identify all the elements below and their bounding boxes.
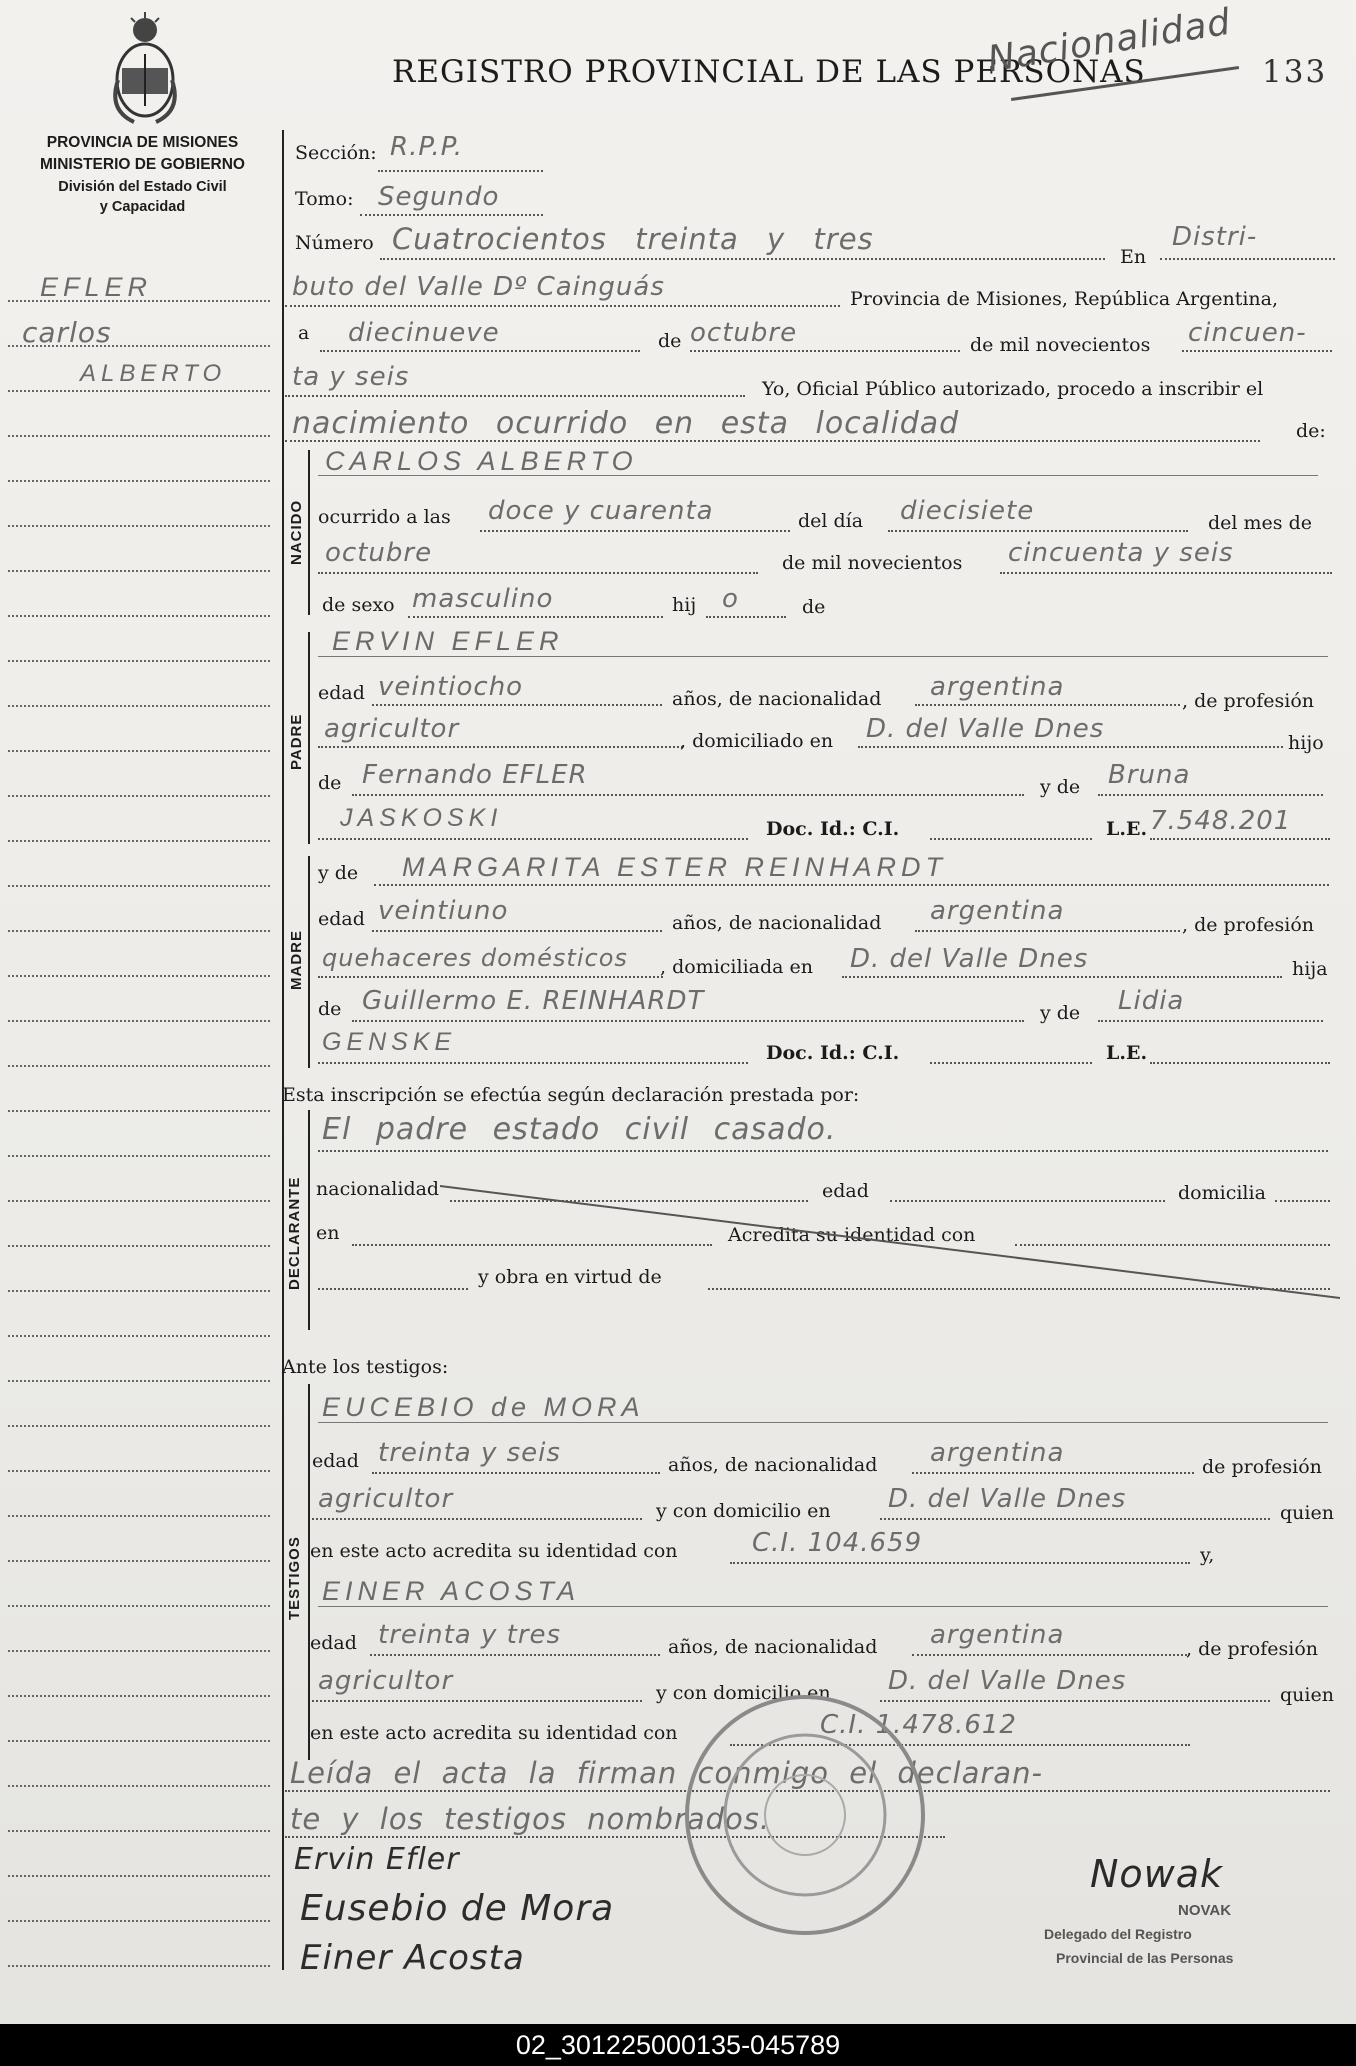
- padre-domicile-label: , domiciliado en: [680, 730, 834, 752]
- padre-doc-label: Doc. Id.: C.I.: [766, 818, 900, 840]
- madre-mother-value: Lidia: [1118, 986, 1185, 1016]
- madre-name: MARGARITA ESTER REINHARDT: [402, 852, 948, 882]
- nacido-sex-value: masculino: [412, 584, 554, 614]
- margin-border: [282, 130, 284, 1970]
- padre-mother-surname: JASKOSKI: [340, 804, 503, 832]
- witness1-id-label: en este acto acredita su identidad con: [310, 1540, 678, 1562]
- padre-profession-value: agricultor: [324, 714, 460, 744]
- witness2-age-value: treinta y tres: [378, 1620, 562, 1650]
- madre-border: [308, 856, 310, 1068]
- scan-code: 02_301225000135-045789: [515, 2030, 841, 2060]
- tomo-value: Segundo: [378, 182, 500, 212]
- corner-annotation: Nacionalidad: [985, 1, 1234, 81]
- padre-nationality-value: argentina: [930, 672, 1065, 702]
- date-day-value: diecinueve: [348, 318, 500, 348]
- nacido-month-label: del mes de: [1208, 512, 1312, 534]
- scan-footer: [0, 2024, 1356, 2066]
- padre-le-label: L.E.: [1106, 818, 1148, 840]
- padre-age-label: edad: [318, 682, 365, 704]
- madre-profession-value: quehaceres domésticos: [322, 944, 628, 972]
- margin-given-name-2: ALBERTO: [80, 360, 227, 387]
- padre-section-label: PADRE: [288, 713, 305, 770]
- witness2-id-value: C.I. 1.478.612: [820, 1710, 1017, 1740]
- witness2-profession-label: , de profesión: [1186, 1638, 1318, 1660]
- padre-de-label: de: [318, 772, 342, 794]
- nacido-border: [308, 450, 310, 615]
- padre-nationality-label: años, de nacionalidad: [672, 688, 882, 710]
- witness2-name: EINER ACOSTA: [322, 1576, 581, 1606]
- date-year-value-2: ta y seis: [292, 362, 410, 392]
- witness2-nationality-value: argentina: [930, 1620, 1065, 1650]
- padre-hijo-label: hijo: [1288, 732, 1324, 754]
- division-line-2: y Capacidad: [99, 199, 186, 215]
- witness1-domicile-value: D. del Valle Dnes: [888, 1484, 1127, 1514]
- en-label: En: [1120, 246, 1147, 268]
- nacido-day-label: del día: [798, 510, 864, 532]
- declarante-en-label: en: [316, 1222, 340, 1244]
- padre-domicile-value: D. del Valle Dnes: [866, 714, 1105, 744]
- page-number: 133: [1262, 54, 1328, 90]
- date-year-value-1: cincuen-: [1188, 318, 1307, 348]
- margin-surname: EFLER: [40, 272, 153, 302]
- witness2-id-label: en este acto acredita su identidad con: [310, 1722, 678, 1744]
- witness1-name: EUCEBIO de MORA: [322, 1392, 645, 1422]
- witness2-domicile-label: y con domicilio en: [656, 1682, 831, 1704]
- witness1-id-value: C.I. 104.659: [752, 1528, 923, 1558]
- declarante-nationality-label: nacionalidad: [316, 1178, 440, 1200]
- witness2-nationality-label: años, de nacionalidad: [668, 1636, 878, 1658]
- signature-witness-1: Eusebio de Mora: [300, 1888, 615, 1929]
- witness2-age-label: edad: [310, 1632, 357, 1654]
- event-de-label: de:: [1296, 420, 1326, 442]
- declarante-acredita-label: Acredita su identidad con: [728, 1224, 976, 1246]
- witness1-quien-label: quien: [1280, 1502, 1334, 1524]
- signature-witness-2: Einer Acosta: [300, 1938, 525, 1978]
- tomo-label: Tomo:: [295, 188, 354, 210]
- madre-yde2-label: y de: [1040, 1002, 1081, 1024]
- madre-section-label: MADRE: [288, 930, 305, 990]
- testigos-section-label: TESTIGOS: [286, 1536, 303, 1620]
- madre-de-label: de: [318, 998, 342, 1020]
- nacido-month-value: octubre: [325, 538, 433, 568]
- madre-age-label: edad: [318, 908, 365, 930]
- official-stamp-icon: [680, 1690, 930, 1940]
- padre-mother-value: Bruna: [1108, 760, 1191, 790]
- madre-yde-label: y de: [318, 862, 359, 884]
- witness2-domicile-value: D. del Valle Dnes: [888, 1666, 1127, 1696]
- witness1-nationality-label: años, de nacionalidad: [668, 1454, 878, 1476]
- nacido-sex-label: de sexo: [322, 594, 395, 616]
- province-text: Provincia de Misiones, República Argentina,: [850, 288, 1279, 310]
- nacido-hour-label: ocurrido a las: [318, 506, 451, 528]
- officer-text: Yo, Oficial Público autorizado, procedo a inscribir el: [762, 378, 1264, 400]
- padre-yde-label: y de: [1040, 776, 1081, 798]
- madre-hija-label: hija: [1292, 958, 1328, 980]
- nacido-year-value: cincuenta y seis: [1008, 538, 1234, 568]
- en-value: Distri-: [1172, 222, 1258, 252]
- padre-age-value: veintiocho: [378, 672, 524, 702]
- signature-official: Nowak: [1090, 1852, 1224, 1896]
- padre-profession-label: , de profesión: [1182, 690, 1314, 712]
- province-heading: PROVINCIA DE MISIONES: [46, 134, 239, 151]
- witness1-profession-value: agricultor: [318, 1484, 454, 1514]
- witness1-y-label: y,: [1200, 1544, 1215, 1566]
- page-title: REGISTRO PROVINCIAL DE LAS PERSONAS: [392, 54, 1146, 90]
- madre-mother-surname: GENSKE: [322, 1028, 457, 1056]
- testigos-border: [308, 1384, 310, 1760]
- madre-profession-label: , de profesión: [1182, 914, 1314, 936]
- declarante-obra-label: y obra en virtud de: [478, 1266, 662, 1288]
- nacido-day-value: diecisiete: [900, 496, 1035, 526]
- official-name: NOVAK: [1178, 1902, 1232, 1919]
- nacido-hij-value: o: [722, 584, 739, 614]
- coat-of-arms-icon: [104, 10, 186, 128]
- declarante-border: [308, 1110, 310, 1330]
- padre-father-value: Fernando EFLER: [362, 760, 588, 790]
- seccion-label: Sección:: [295, 142, 377, 164]
- nacido-year-label: de mil novecientos: [782, 552, 963, 574]
- madre-le-label: L.E.: [1106, 1042, 1148, 1064]
- declarante-strike-line: [440, 1180, 1340, 1300]
- witness1-domicile-label: y con domicilio en: [656, 1500, 831, 1522]
- numero-label: Número: [295, 232, 374, 254]
- official-title-1: Delegado del Registro: [1044, 1926, 1192, 1942]
- padre-le-value: 7.548.201: [1150, 806, 1292, 836]
- madre-father-value: Guillermo E. REINHARDT: [362, 986, 705, 1016]
- nacido-name: CARLOS ALBERTO: [325, 446, 638, 476]
- issuer-block: [10, 132, 275, 218]
- division-line-1: División del Estado Civil: [58, 179, 227, 195]
- declarante-value: El padre estado civil casado.: [322, 1112, 837, 1147]
- witness1-profession-label: de profesión: [1202, 1456, 1322, 1478]
- ministry-heading: MINISTERIO DE GOBIERNO: [40, 156, 245, 173]
- madre-nationality-value: argentina: [930, 896, 1065, 926]
- madre-nationality-label: años, de nacionalidad: [672, 912, 882, 934]
- numero-value: Cuatrocientos treinta y tres: [392, 222, 874, 256]
- nacido-de-label: de: [802, 596, 826, 618]
- witness2-quien-label: quien: [1280, 1684, 1334, 1706]
- testigos-intro: Ante los testigos:: [282, 1356, 449, 1378]
- date-month-value: octubre: [690, 318, 798, 348]
- place-value: buto del Valle Dº Cainguás: [292, 272, 665, 302]
- madre-domicile-value: D. del Valle Dnes: [850, 944, 1089, 974]
- closing-line-2: te y los testigos nombrados.: [290, 1802, 771, 1836]
- date-a-label: a: [298, 322, 310, 344]
- declarante-domicile-label: domicilia: [1178, 1182, 1266, 1204]
- event-value: nacimiento ocurrido en esta localidad: [292, 406, 960, 441]
- nacido-hij-label: hij: [672, 594, 697, 616]
- declarante-age-label: edad: [822, 1180, 869, 1202]
- madre-doc-label: Doc. Id.: C.I.: [766, 1042, 900, 1064]
- declarante-section-label: DECLARANTE: [286, 1176, 303, 1290]
- declarante-intro: Esta inscripción se efectúa según declaración prestada por:: [282, 1084, 860, 1106]
- padre-name: ERVIN EFLER: [332, 626, 564, 656]
- signature-father: Ervin Efler: [294, 1842, 460, 1877]
- margin-given-name-1: carlos: [22, 316, 112, 349]
- nacido-hour-value: doce y cuarenta: [488, 496, 714, 526]
- nacido-section-label: NACIDO: [288, 499, 305, 565]
- official-title-2: Provincial de las Personas: [1056, 1950, 1234, 1966]
- madre-age-value: veintiuno: [378, 896, 509, 926]
- witness1-age-label: edad: [312, 1450, 359, 1472]
- witness1-nationality-value: argentina: [930, 1438, 1065, 1468]
- closing-line-1: Leída el acta la firman conmigo el declaran-: [290, 1756, 1043, 1790]
- date-de-label: de: [658, 330, 682, 352]
- witness1-age-value: treinta y seis: [378, 1438, 561, 1468]
- padre-border: [308, 632, 310, 844]
- date-year-label: de mil novecientos: [970, 334, 1151, 356]
- seccion-value: R.P.P.: [390, 132, 464, 162]
- witness2-profession-value: agricultor: [318, 1666, 454, 1696]
- madre-domicile-label: , domiciliada en: [660, 956, 813, 978]
